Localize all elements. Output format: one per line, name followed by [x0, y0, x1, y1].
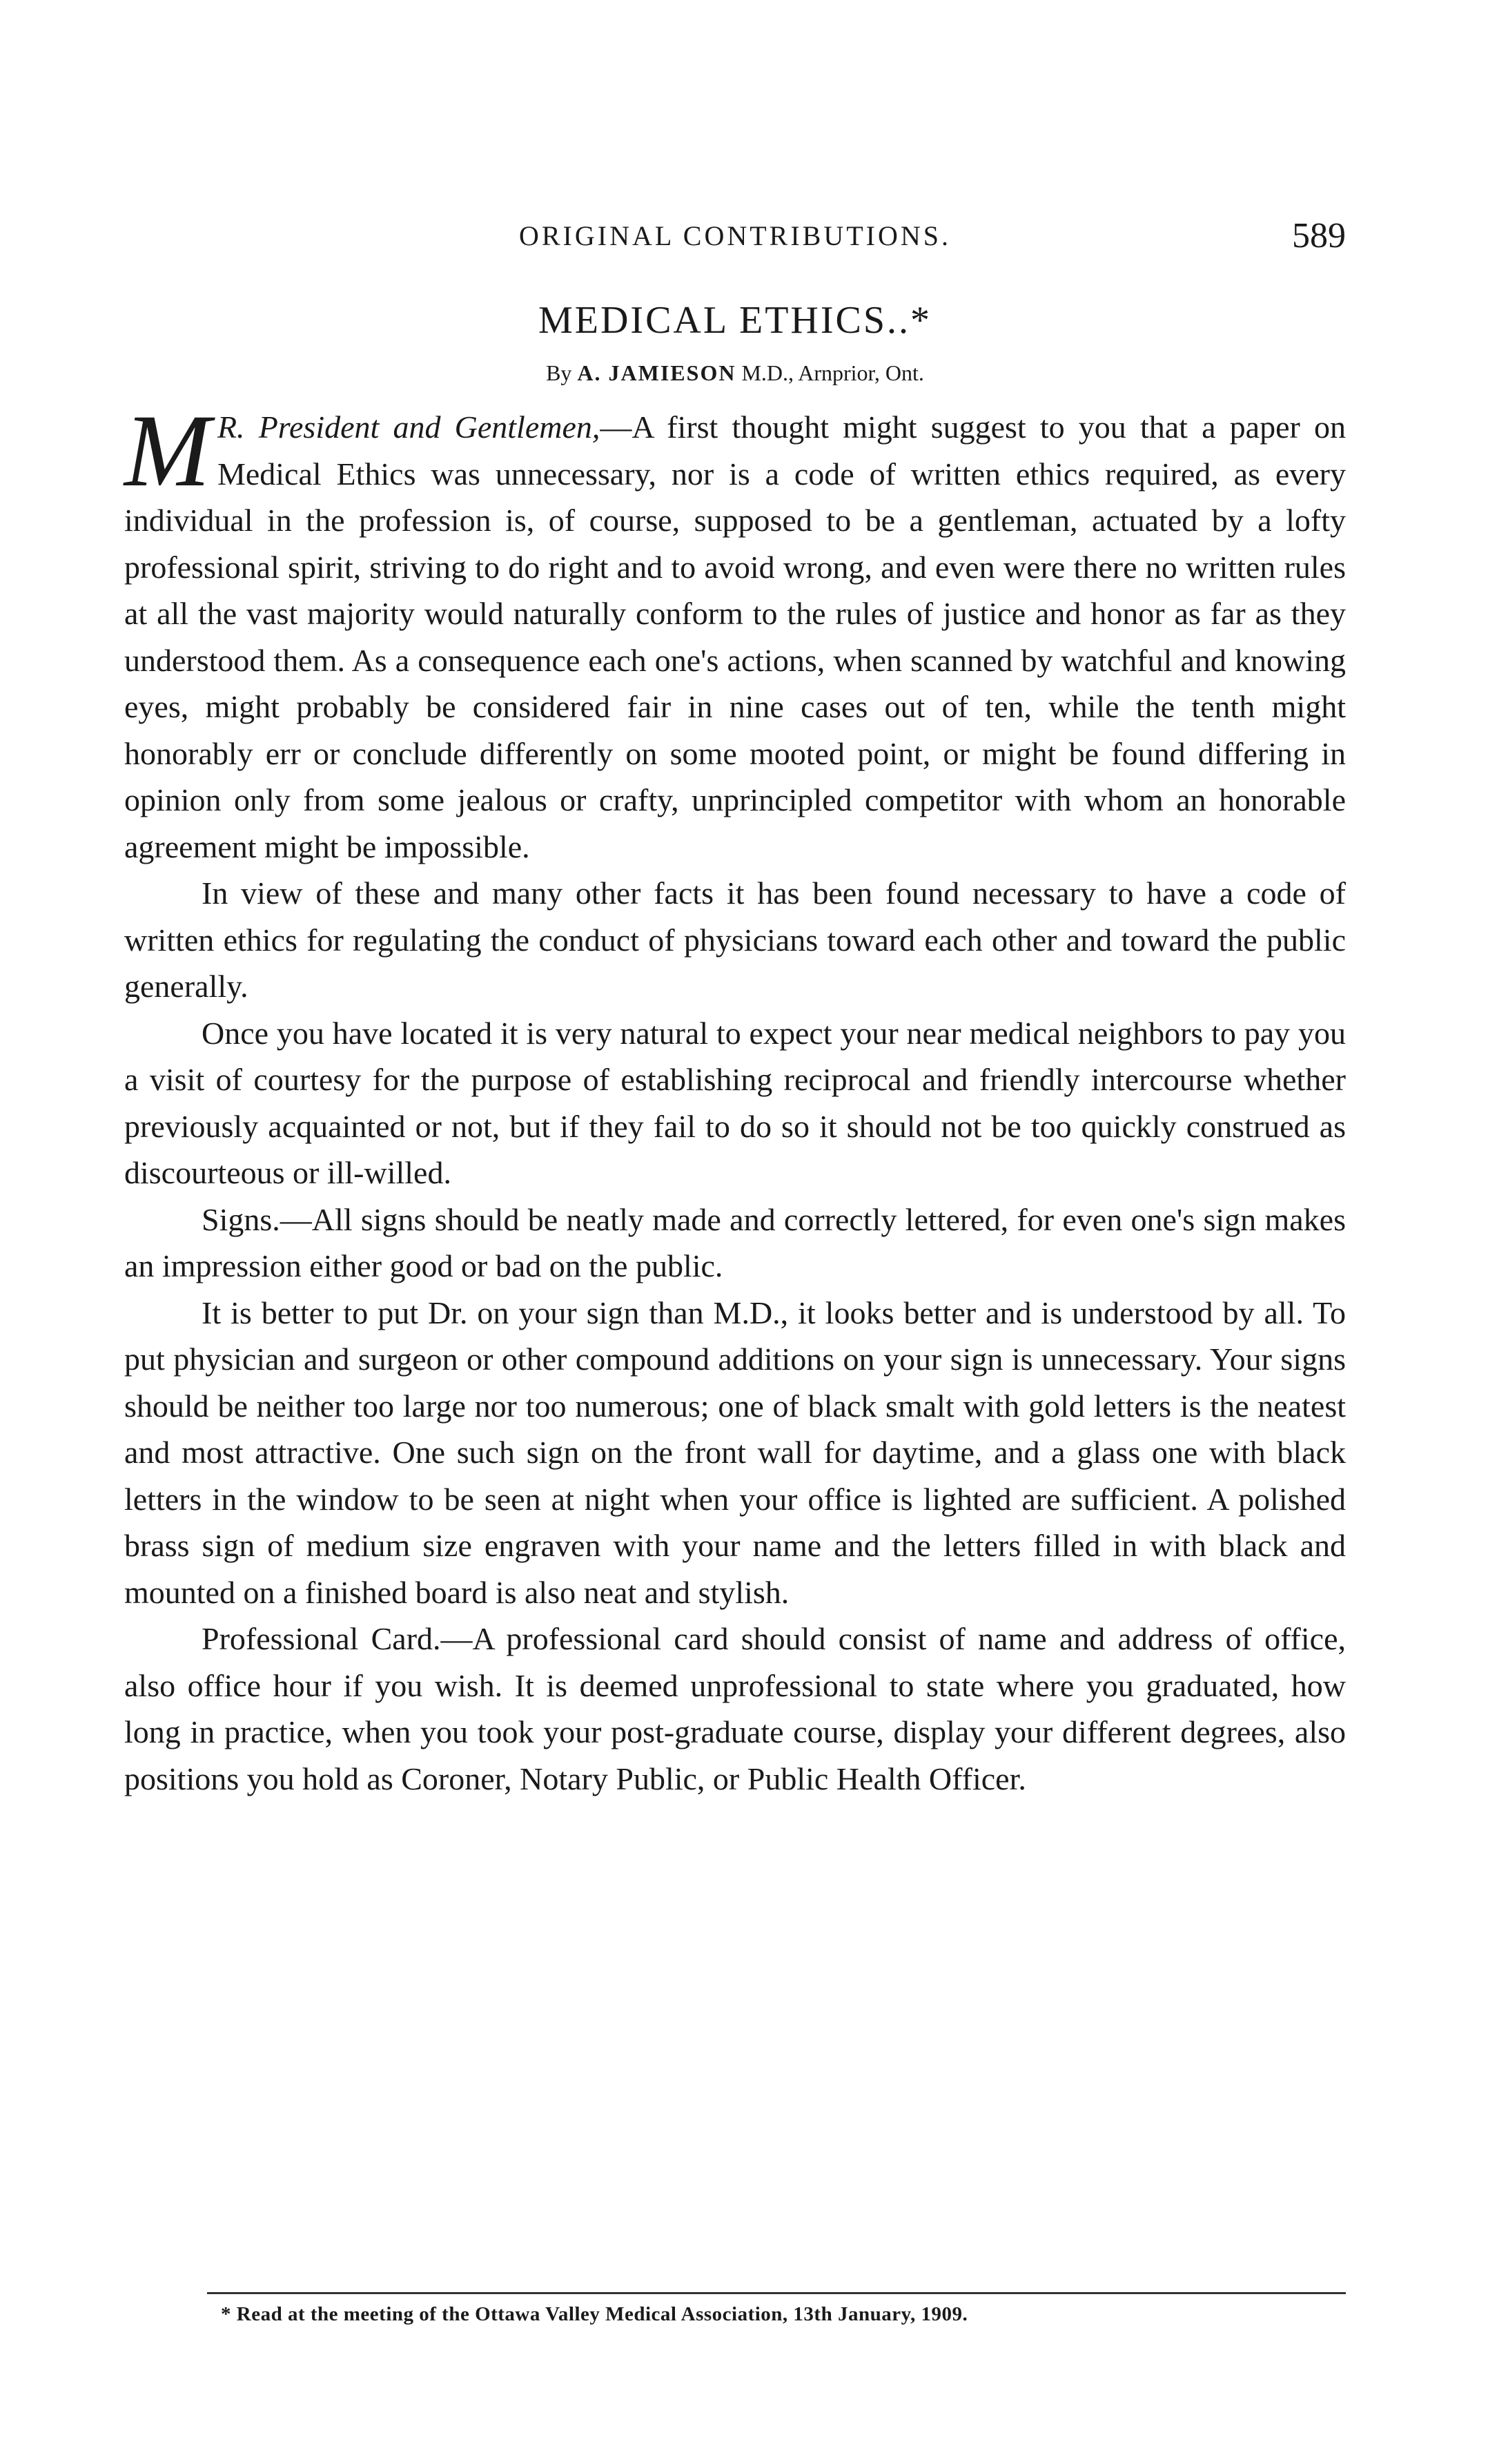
byline — [124, 360, 1346, 386]
paragraph-2: In view of these and many other facts it has been found necessary to have a code of written ethics for regulating the conduct of physicians toward each other and toward the public generally. — [124, 875, 1346, 1004]
opening-salutation: R. President and Gentlemen, — [217, 409, 600, 445]
paragraph-5: It is better to put Dr. on your sign than M.D., it looks better and is understood by all. To put physician and surgeon or other compound additions on your sign is unnecessary. Your signs should be neither too large nor too numerous; one of black smalt with gold letters is the neatest and most attractive. One such sign on the front wall for daytime, and a glass one with black letters in the window to be seen at night when your office is lighted are sufficient. A polished brass sign of medium size engraven with your name and the letters filled in with black and mounted on a finished board is also neat and stylish. — [124, 1294, 1346, 1610]
paragraph-signs: Signs.—All signs should be neatly made and correctly lettered, for even one's sign makes an impression either good or bad on the public. — [124, 1201, 1346, 1283]
paragraph-3: Once you have located it is very natural to expect your near medical neighbors to pay you a visit of courtesy for the purpose of establishing reciprocal and friendly intercourse whether previously acquainted or not, but if they fail to do so it should not be too quickly construed as discourteous or ill-willed. — [124, 1015, 1346, 1190]
paragraph-professional-card: Professional Card.—A professional card should consist of name and address of office, also office hour if you wish. It is deemed unprofessional to state where you graduated, how long in practice, when you took your post-graduate course, display your different degrees, also positions you hold as Coroner, Notary Public, or Public Health Officer. — [124, 1621, 1346, 1796]
paragraph-1 — [124, 394, 1346, 870]
running-head-title: ORIGINAL CONTRIBUTIONS. — [518, 220, 952, 251]
drop-cap: M — [124, 394, 211, 508]
author-affiliation: M.D., Arnprior, Ont. — [741, 360, 924, 385]
page-number: 589 — [1292, 216, 1346, 255]
article-body — [124, 394, 1346, 1802]
footnote-divider — [207, 2292, 1346, 2294]
author-name: A. JAMIESON — [577, 360, 736, 385]
article-title: MEDICAL ETHICS..* — [538, 299, 932, 342]
paragraph-1-text: —A first thought might suggest to you that a paper on Medical Ethics was unnecessary, nor is a code of written ethics required, as every individual in the profession is, of course, supposed to be a gentleman, actuated by a lofty professional spirit, striving to do right and to avoid wrong, and even were there no written rules at all the vast majority would naturally conform to the rules of justice and honor as far as they understood them. As a consequence each one's actions, when scanned by watchful and knowing eyes, might probably be considered fair in nine cases out of ten, while the tenth might honorably err or conclude differently on some mooted point, or might be found differing in opinion only from some jealous or crafty, unprincipled competitor with whom an honorable agreement might be impossible. — [124, 409, 1346, 864]
running-head — [124, 216, 1346, 261]
byline-prefix: By — [546, 360, 572, 385]
footnote: * Read at the meeting of the Ottawa Valley Medical Association, 13th January, 1909. — [221, 2303, 968, 2325]
